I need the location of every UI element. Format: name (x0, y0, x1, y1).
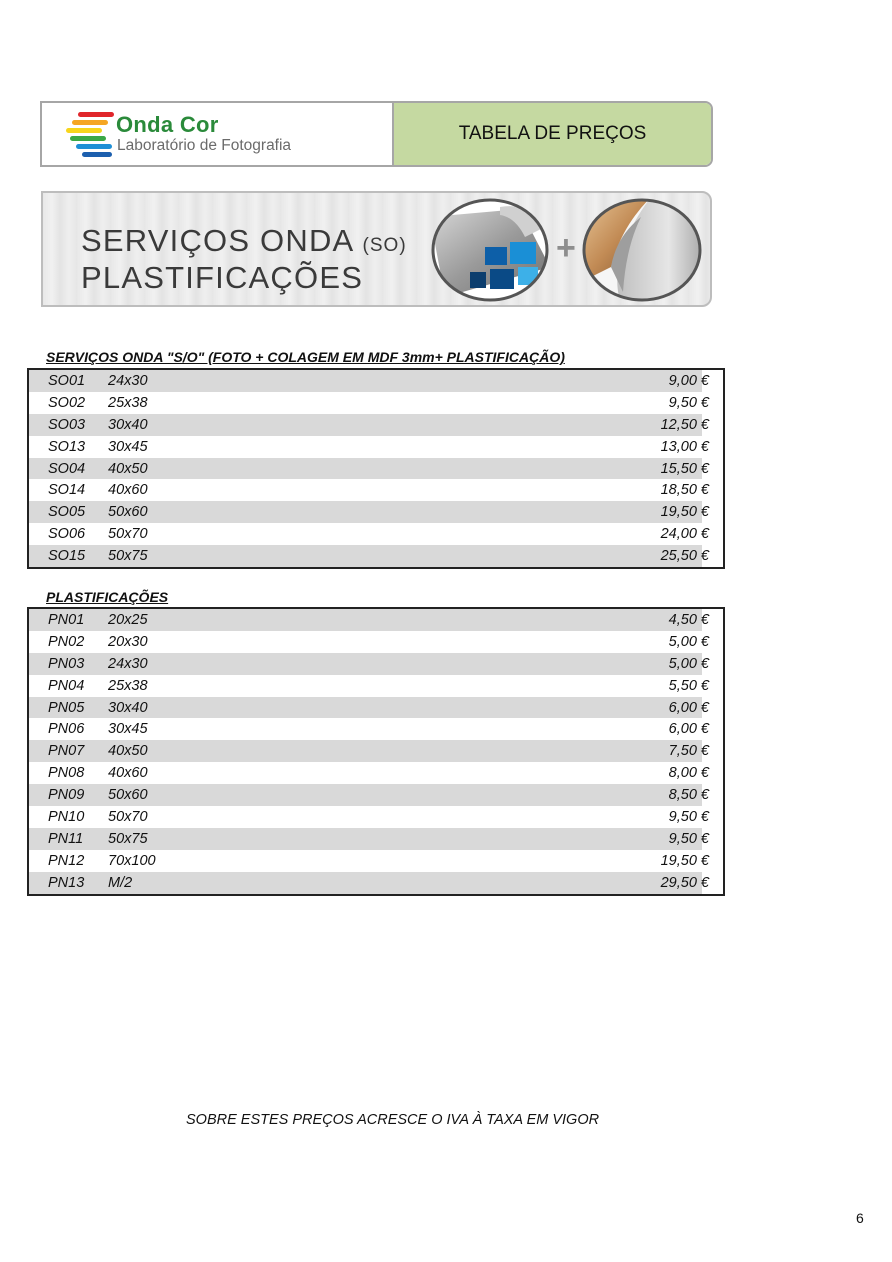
item-size: 30x40 (108, 699, 148, 716)
item-price: 6,00 € (668, 699, 709, 716)
item-size: 25x38 (108, 394, 148, 411)
table-row (29, 806, 723, 828)
rainbow-stripes-icon (64, 110, 116, 158)
item-price: 9,00 € (668, 372, 709, 389)
plastificacoes-price-table (27, 607, 725, 896)
item-size: 20x25 (108, 611, 148, 628)
table-row (29, 718, 723, 740)
item-price: 8,00 € (668, 765, 709, 782)
table-row (29, 762, 723, 784)
table-row (29, 501, 723, 523)
table-row (29, 653, 723, 675)
section-banner (41, 191, 712, 307)
item-size: 70x100 (108, 852, 156, 869)
item-size: 50x75 (108, 548, 148, 565)
item-code: PN02 (48, 633, 85, 650)
plastificacoes-section-title: PLASTIFICAÇÕES (46, 589, 169, 605)
item-size: 30x40 (108, 416, 148, 433)
item-price: 5,00 € (668, 633, 709, 650)
table-row (29, 697, 723, 719)
item-code: SO15 (48, 548, 86, 565)
table-row (29, 828, 723, 850)
plus-sign: + (556, 229, 576, 267)
item-price: 5,50 € (668, 677, 709, 694)
item-price: 13,00 € (660, 438, 709, 455)
services-section-title: SERVIÇOS ONDA "S/O" (FOTO + COLAGEM EM MDF 3mm+ PLASTIFICAÇÃO) (46, 349, 565, 365)
item-code: PN10 (48, 808, 85, 825)
table-row (29, 479, 723, 501)
item-code: PN03 (48, 655, 85, 672)
item-price: 9,50 € (668, 394, 709, 411)
table-row (29, 545, 723, 567)
table-row (29, 784, 723, 806)
item-size: 24x30 (108, 372, 148, 389)
table-row (29, 609, 723, 631)
item-code: SO13 (48, 438, 86, 455)
item-size: 30x45 (108, 438, 148, 455)
item-code: PN01 (48, 611, 85, 628)
table-row (29, 370, 723, 392)
laminated-photo-image (430, 197, 550, 305)
item-size: 25x38 (108, 677, 148, 694)
brand-subtitle: Laboratório de Fotografia (117, 137, 292, 154)
price-list-header (40, 101, 713, 167)
item-size: M/2 (108, 874, 133, 891)
company-logo (42, 103, 394, 165)
item-price: 9,50 € (668, 830, 709, 847)
item-price: 25,50 € (660, 548, 709, 565)
table-row (29, 458, 723, 480)
item-size: 20x30 (108, 633, 148, 650)
item-price: 8,50 € (668, 787, 709, 804)
item-size: 40x60 (108, 482, 148, 499)
table-row (29, 392, 723, 414)
laminating-sheet-image (581, 197, 703, 305)
item-code: PN08 (48, 765, 85, 782)
item-code: SO06 (48, 526, 86, 543)
item-code: PN13 (48, 874, 85, 891)
item-size: 50x70 (108, 526, 148, 543)
brand-name: Onda Cor (116, 112, 219, 137)
item-size: 40x60 (108, 765, 148, 782)
item-code: PN09 (48, 787, 85, 804)
item-price: 9,50 € (668, 808, 709, 825)
item-code: SO14 (48, 482, 86, 499)
item-code: SO01 (48, 372, 86, 389)
page-title: TABELA DE PREÇOS (394, 103, 711, 165)
table-row (29, 631, 723, 653)
table-row (29, 414, 723, 436)
item-code: PN05 (48, 699, 85, 716)
item-price: 15,50 € (660, 460, 709, 477)
item-size: 40x50 (108, 743, 148, 760)
item-code: PN06 (48, 721, 85, 738)
table-row (29, 740, 723, 762)
services-price-table (27, 368, 725, 569)
banner-heading-text: SERVIÇOS ONDA (81, 223, 353, 258)
item-code: SO04 (48, 460, 86, 477)
item-code: SO03 (48, 416, 86, 433)
vat-note: SOBRE ESTES PREÇOS ACRESCE O IVA À TAXA EM VIGOR (186, 1112, 600, 1128)
item-size: 50x60 (108, 787, 148, 804)
item-price: 29,50 € (660, 874, 709, 891)
banner-heading-suffix: (SO) (362, 235, 407, 256)
item-price: 7,50 € (668, 743, 709, 760)
table-row (29, 872, 723, 894)
item-code: SO05 (48, 504, 86, 521)
item-price: 6,00 € (668, 721, 709, 738)
item-size: 40x50 (108, 460, 148, 477)
item-price: 4,50 € (668, 611, 709, 628)
item-size: 50x60 (108, 504, 148, 521)
item-price: 19,50 € (660, 852, 709, 869)
table-row (29, 675, 723, 697)
banner-subheading: PLASTIFICAÇÕES (81, 260, 364, 295)
item-code: SO02 (48, 394, 86, 411)
item-size: 30x45 (108, 721, 148, 738)
table-row (29, 850, 723, 872)
page-number: 6 (856, 1210, 864, 1226)
item-price: 24,00 € (660, 526, 709, 543)
item-size: 24x30 (108, 655, 148, 672)
banner-heading (81, 223, 407, 259)
item-code: PN11 (48, 830, 84, 847)
item-code: PN04 (48, 677, 85, 694)
item-size: 50x75 (108, 830, 148, 847)
table-row (29, 523, 723, 545)
item-price: 19,50 € (660, 504, 709, 521)
item-price: 12,50 € (660, 416, 709, 433)
item-code: PN12 (48, 852, 85, 869)
item-code: PN07 (48, 743, 85, 760)
item-price: 5,00 € (668, 655, 709, 672)
table-row (29, 436, 723, 458)
item-price: 18,50 € (660, 482, 709, 499)
item-size: 50x70 (108, 808, 148, 825)
